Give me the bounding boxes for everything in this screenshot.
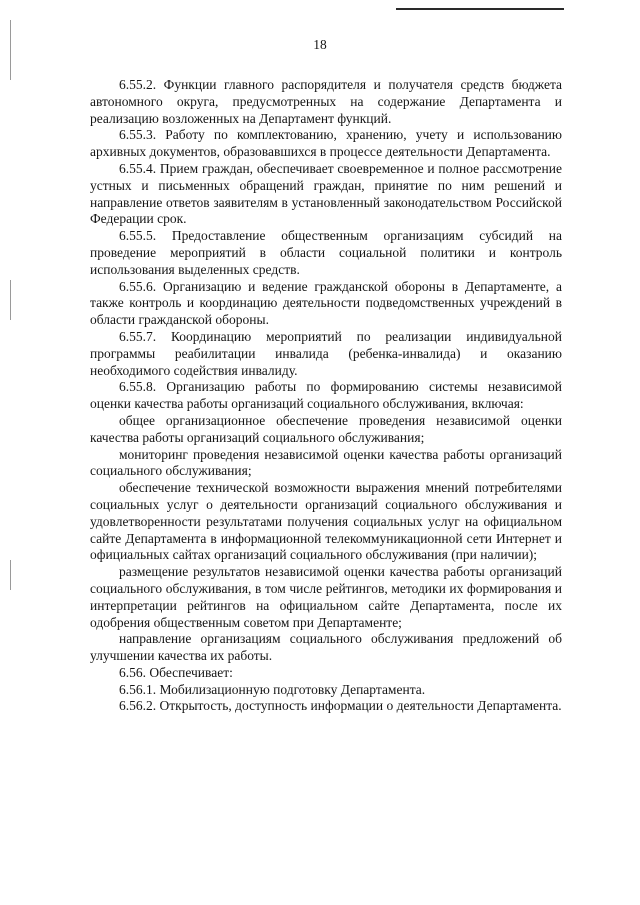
scan-margin-mark [10,560,11,590]
list-item-feedback-capability: обеспечение технической возможности выражения мнений потребителями социальных услуг о деятельности организаций социального обслуживания и удовлетворенности результатами получения социальных услуг на официальном сайте Департамента в информационной телекоммуникационной сети Интернет и официальных сайтах организаций социального обслуживания (при наличии); [90,480,562,563]
paragraph-6-55-8: 6.55.8. Организацию работы по формированию системы независимой оценки качества работы организаций социального обслуживания, включая: [90,379,562,412]
document-body [90,77,562,715]
list-item-publishing-results: размещение результатов независимой оценки качества работы организаций социального обслуживания, в том числе рейтингов, методики их формирования и интерпретации рейтингов на официальном сайте Департамента, после их одобрения общественным советом при Департаменте; [90,564,562,630]
list-item-monitoring: мониторинг проведения независимой оценки качества работы организаций социального обслуживания; [90,446,562,479]
scan-artifact-line [396,8,564,10]
paragraph-6-55-5: 6.55.5. Предоставление общественным организациям субсидий на проведение мероприятий в области социальной политики и контроль использования выделенных средств. [90,228,562,277]
page-number: 18 [313,37,327,52]
scan-margin-mark [10,280,11,320]
paragraph-6-55-7: 6.55.7. Координацию мероприятий по реализации индивидуальной программы реабилитации инвалида (ребенка-инвалида) и оказанию необходимого содействия инвалиду. [90,328,562,378]
paragraph-6-56-1: 6.56.1. Мобилизационную подготовку Департамента. [119,681,426,697]
paragraph-6-55-6: 6.55.6. Организацию и ведение гражданской обороны в Департаменте, а также контроль и координацию деятельности подведомственных учреждений в области гражданской обороны. [90,278,562,328]
list-item-improvement-proposals: направление организациям социального обслуживания предложений об улучшении качества их работы. [90,631,562,664]
paragraph-6-55-3: 6.55.3. Работу по комплектованию, хранению, учету и использованию архивных документов, образовавшихся в процессе деятельности Департамента. [90,127,562,160]
paragraph-6-56-2: 6.56.2. Открытость, доступность информации о деятельности Департамента. [119,698,562,714]
list-item-general-support: общее организационное обеспечение проведения независимой оценки качества работы организаций социального обслуживания; [90,412,562,445]
paragraph-6-56: 6.56. Обеспечивает: [119,664,233,680]
paragraph-6-55-2: 6.55.2. Функции главного распорядителя и получателя средств бюджета автономного округа, предусмотренных на содержание Департамента и реализацию возложенных на Департамент функций. [90,77,562,126]
paragraph-6-55-4: 6.55.4. Прием граждан, обеспечивает своевременное и полное рассмотрение устных и письменных обращений граждан, принятие по ним решений и направление ответов заявителям в установленный законодательством Российской Федерации срок. [90,160,562,227]
